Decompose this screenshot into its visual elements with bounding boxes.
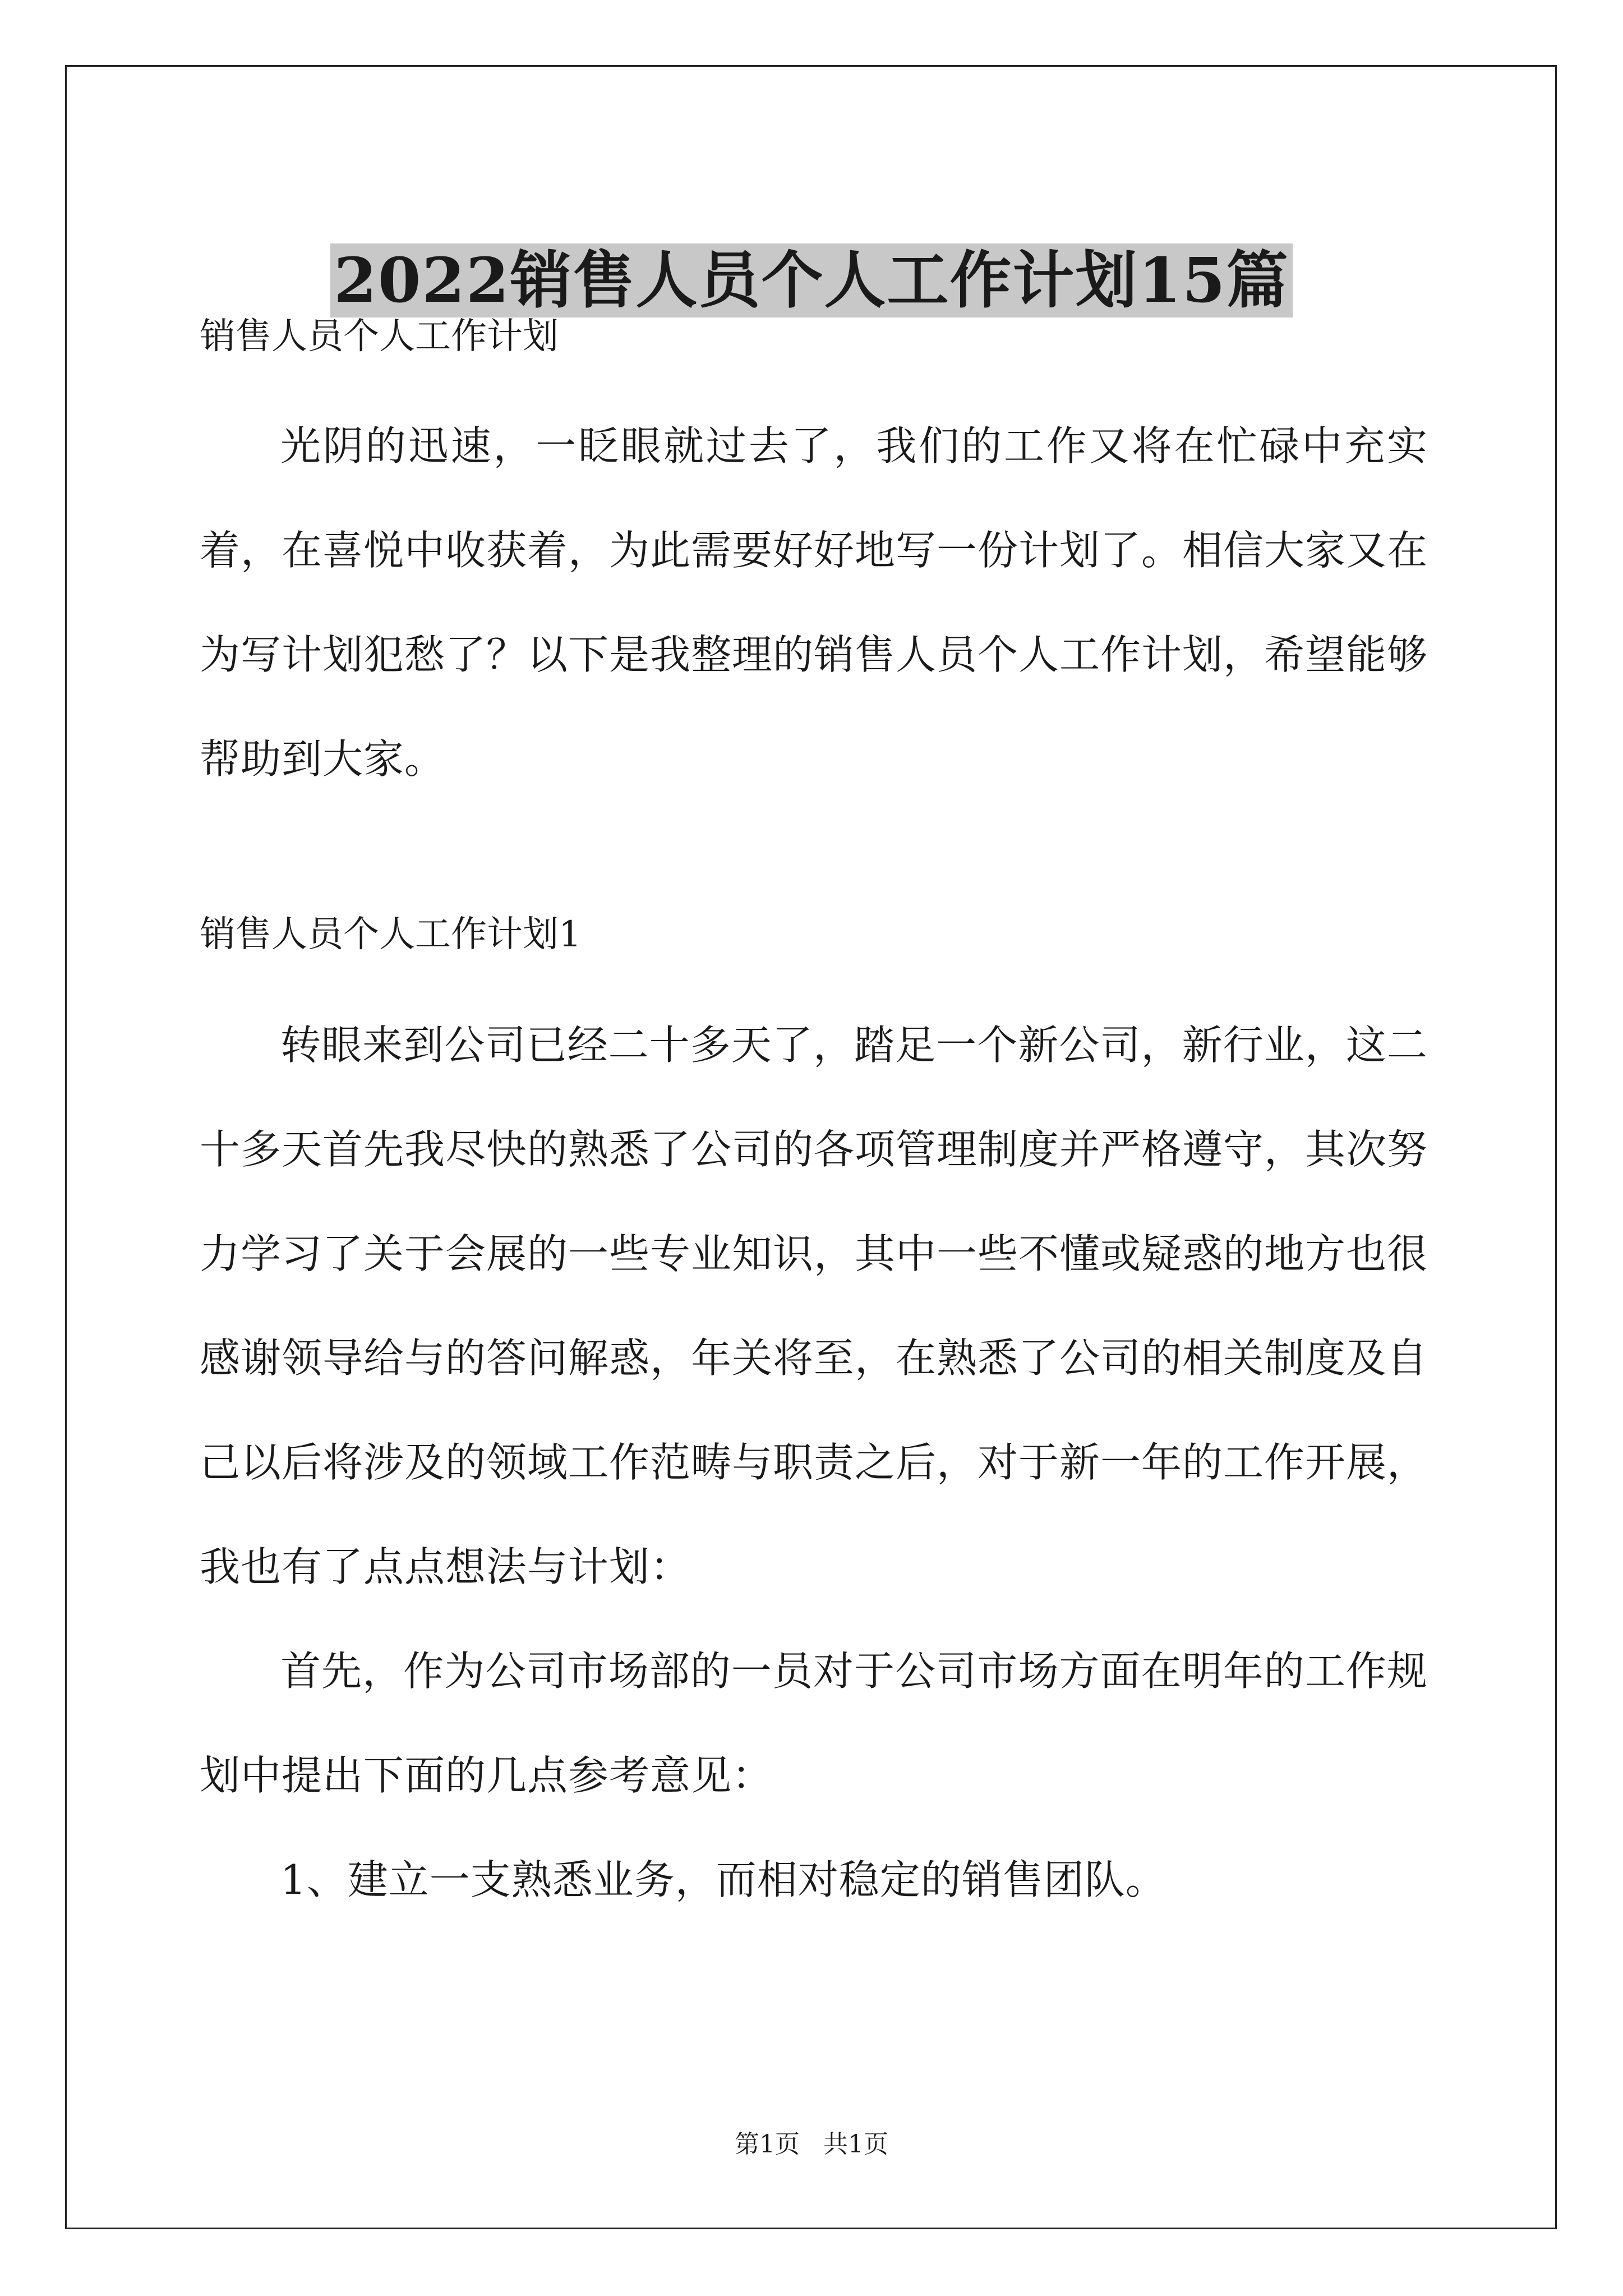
- section-1-list-item: 1、建立一支熟悉业务，而相对稳定的销售团队。: [280, 1856, 1166, 1903]
- section-1-heading: 销售人员个人工作计划1: [200, 914, 582, 955]
- section-1-paragraph: 首先，作为公司市场部的一员对于公司市场方面在明年的工作规划中提出下面的几点参考意见：: [200, 1648, 1428, 1799]
- page-number-footer: 第1页 共1页: [735, 2130, 888, 2159]
- document-title: 2022销售人员个人工作计划15篇: [330, 243, 1292, 318]
- section-1-paragraph: 转眼来到公司已经二十多天了，踏足一个新公司，新行业，这二十多天首先我尽快的熟悉了公司的各项管理制度并严格遵守，其次努力学习了关于会展的一些专业知识，其中一些不懂或疑惑的地方也很感谢领导给与的答问解惑，年关将至，在熟悉了公司的相关制度及自己以后将涉及的领域工作范畴与职责之后，对于新一年的工作开展，我也有了点点想法与计划：: [200, 1022, 1428, 1590]
- intro-paragraph: 光阴的迅速，一眨眼就过去了，我们的工作又将在忙碌中充实着，在喜悦中收获着，为此需要好好地写一份计划了。相信大家又在为写计划犯愁了？以下是我整理的销售人员个人工作计划，希望能够帮助到大家。: [200, 422, 1428, 783]
- document-body: [200, 314, 1428, 1932]
- intro-heading: 销售人员个人工作计划: [200, 316, 559, 357]
